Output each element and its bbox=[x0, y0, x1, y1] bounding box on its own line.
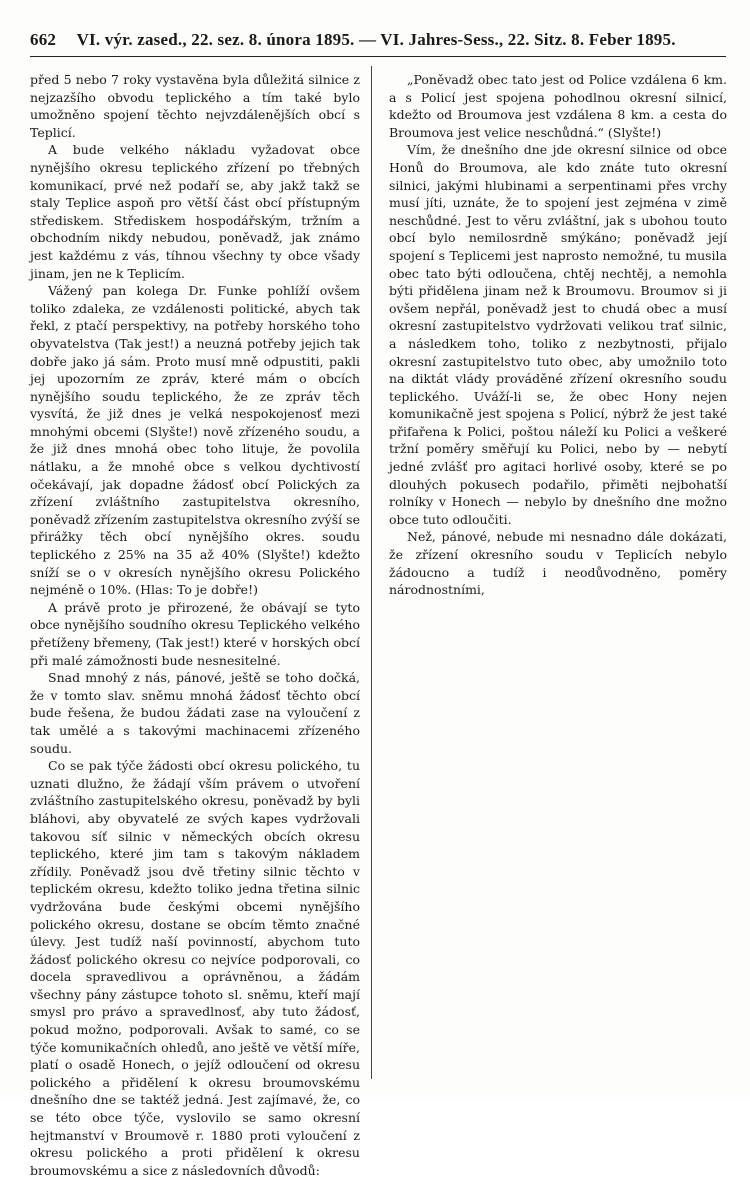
paragraph: před 5 nebo 7 roky vystavěna byla důležitá silnice z nejzazšího obvodu teplického a tím také bylo umožněno spojení těchto nejvzdálenějších obcí s Teplicí. bbox=[30, 72, 360, 140]
quotation-paragraph: „Poněvadž obec tato jest od Police vzdálena 6 km. a s Policí jest spojena pohodlnou okresní silnicí, kdežto od Broumova jest vzdálena 8 km. a cesta do Broumova jest velice neschůdná.“ (Slyšte!) bbox=[389, 72, 727, 140]
paragraph: Než, pánové, nebude mi nesnadno dále dokázati, že zřízení okresního soudu v Teplicích nebylo žádoucno a tudíž i neodůvodněno, poměry národnostními, bbox=[389, 529, 727, 598]
left-column bbox=[30, 71, 360, 1179]
paragraph: Vážený pan kolega Dr. Funke pohlíží ovšem toliko zdaleka, ze vzdálenosti politické, abych tak řekl, z ptačí perspektivy, na potřeby horského toho obyvatelstva (Tak jest!) a neuzná potřeby jejich tak dobře jako já sám. Proto musí mně odpustiti, pakli jej upozorním ze zpráv, které mám o obcích nynějšího soudu teplického, že ze zpráv těch vysvítá, že již dnes je velká nespokojenosť mezi mnohými obcemi (Slyšte!) nově zřízeného soudu, a že již dnes mnohá obec toho lituje, že povolila nátlaku, a že mnohé obce s velkou dychtivostí očekávají, jak dopadne žádosť obcí Polických za zřízení zvláštního zastupitelstva okresního, poněvadž zřízením zastupitelstva okresního zvýší se přirážky těch obcí nynějšího okres. soudu teplického z 25% na 35 až 40% (Slyšte!) kdežto sníží se o v okresích nynějšího okresu Polického nejméně o 10%. (Hlas: To je dobře!) bbox=[30, 283, 360, 598]
column-divider bbox=[371, 66, 372, 1079]
header-rule bbox=[30, 56, 726, 57]
running-header bbox=[30, 30, 730, 62]
paragraph: A bude velkého nákladu vyžadovat obce nynějšího okresu teplického zřízení po třebných komunikací, prvé než podaří se, aby jakž takž se staly Teplice aspoň pro větší část obcí přístupným střediskem. Střediskem hospodářským, tržním a obchodním nikdy nebudou, poněvadž, jak známo jest každému z vás, tíhnou všechny ty obce všady jinam, jen ne k Teplicím. bbox=[30, 142, 360, 281]
paragraph: Vím, že dnešního dne jde okresní silnice od obce Honů do Broumova, ale kdo znáte tuto okresní silnici, jakými hlubinami a serpentinami přes vrchy musí jíti, uznáte, že to spojení jest zejména v zimě neschůdné. Jest to věru zvláštní, jak s ubohou touto obcí bylo nemilosrdně smýkáno; poněvadž její spojení s Teplicemi jest naprosto nemožné, tu musila obec tato býti odloučena, chtěj nechtěj, a nemohla býti přidělena jinam než k Broumovu. Broumov si ji ovšem nepřál, poněvadž jest to chudá obec a musí okresní zastupitelstvo vydržovati velikou trať silnic, a následkem toho, toliko z nezbytnosti, přijalo okresní zastupitelstvo tuto obec, aby umožnilo toto na diktát vlády prováděné zřízení okresního soudu teplického. Uváží-li se, že obec Hony nejen komunikačně jest spojena s Policí, nýbrž že jest také přifařena k Polici, poštou náleží ku Polici a veškeré tržní poměry směřují ku Polici, nebo by — nebytí jedné zvlášť pro agitaci horlivé osoby, které se po dlouhých pokusech podařilo, přiměti nejbohatší rolníky v Honech — nebylo by dnešního dne možno obce tuto odloučiti. bbox=[389, 142, 727, 527]
paragraph: Co se pak týče žádosti obcí okresu polického, tu uznati dlužno, že žádají vším právem o utvoření zvláštního zastupitelského okresu, poněvadž by byli bláhovi, aby obyvatelé ze svých kapes vydržovali takovou síť silnic v německých obcích okresu teplického, které jim tam s takovým nákladem zřídily. Poněvadž jsou dvě třetiny silnic těchto v teplickém okresu, kdežto toliko jedna třetina silnic vydržována bude českými obcemi nynějšího polického okresu, dostane se obcím těmto značné úlevy. Jest tudíž naší povinností, abychom tuto žádosť polického okresu co nejvíce podporovali, co docela spravedlivou a oprávněnou, a žádám všechny pány zástupce tohoto sl. sněmu, kteří mají smysl pro právo a spravedlnosť, aby tuto žádosť, pokud možno, podporovali. Avšak to samé, co se týče komunikačních ohledů, ano ještě ve větší míře, platí o osadě Honech, o jejíž odloučení od okresu polického a přidělení k okresu broumovskému dnešního dne se taktéž jedná. Jest zajímavé, že, co se této obce týče, vyslovilo se samo okresní hejtmanství v Broumově r. 1880 proti vyloučení z okresu polického a proti přidělení k okresu broumovskému a sice z následovních důvodů: bbox=[30, 758, 360, 1178]
paragraph: Snad mnohý z nás, pánové, ještě se toho dočká, že v tomto slav. sněmu mnohá žádosť těchto obcí bude řešena, že budou žádati zase na vyloučení z tak umělé a s takovými machinacemi zřízeného soudu. bbox=[30, 670, 360, 756]
paragraph: A právě proto je přirozené, že obávají se tyto obce nynějšího soudního okresu Teplického velkého přetíženy břemeny, (Tak jest!) které v horských obcí při malé zámožnosti bude nesnesitelné. bbox=[30, 599, 360, 668]
right-column bbox=[389, 71, 727, 599]
running-title: VI. výr. zased., 22. sez. 8. února 1895. — VI. Jahres-Sess., 22. Sitz. 8. Feber 1895. bbox=[76, 30, 676, 49]
page-number: 662 bbox=[30, 30, 57, 49]
